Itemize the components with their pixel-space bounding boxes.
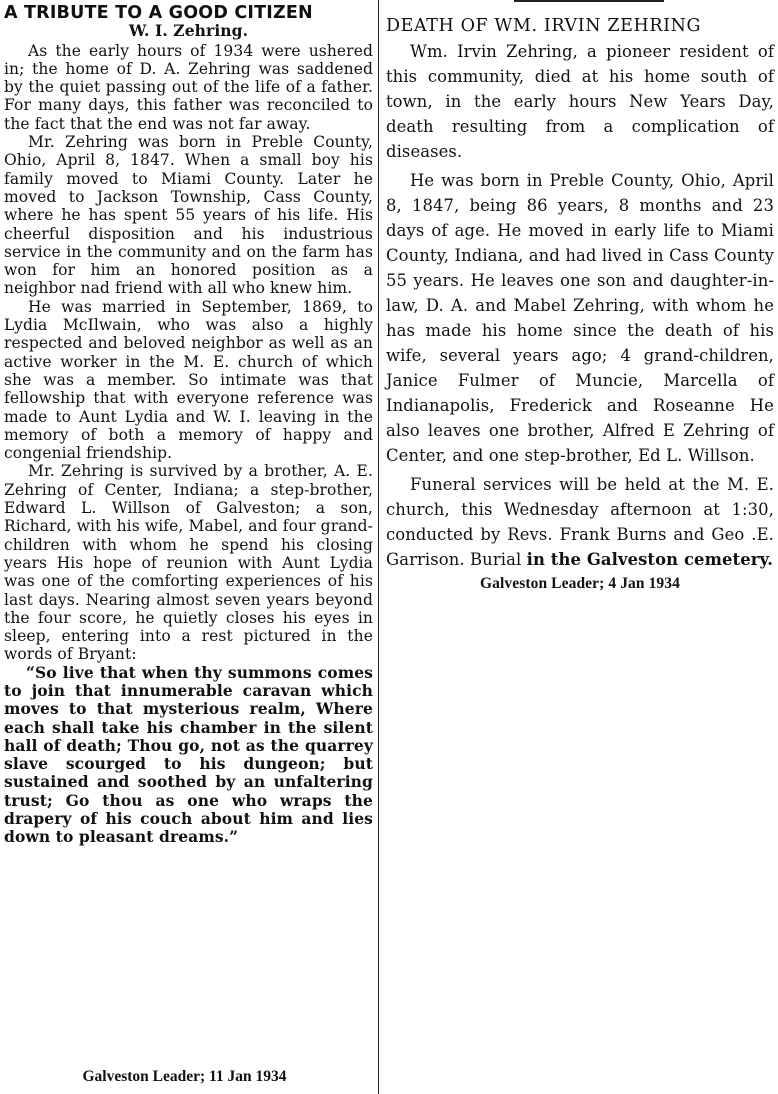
- burial-text: in the Galveston cemetery.: [526, 550, 774, 569]
- column-divider: [378, 0, 379, 1094]
- bryant-quote: “So live that when thy summons comes to join that innumerable caravan which moves to that mysterious realm, Where each shall take his chamber in the silent hall of death; Thou go, not as the quarrey slave scourged to his dungeon; but sustained and soothed by an unfaltering trust; Go thou as one who wraps the drapery of his couch about him and lies down to pleasant dreams.”: [4, 662, 373, 847]
- right-paragraph-2: He was born in Preble County, Ohio, April 8, 1847, being 86 years, 8 months and 23 days of age. He moved in early life to Miami County, Indiana, and had lived in Cass County 55 years. He leaves one son and daughter-in-law, D. A. and Mabel Zehring, with whom he has made his home since the death of his wife, several years ago; 4 grand-children, Janice Fulmer of Muncie, Marcella of Indianapolis, Frederick and Roseanne He also leaves one brother, Alfred E Zehring of Center, and one step-brother, Ed L. Willson.: [386, 171, 774, 465]
- left-paragraph-2: Mr. Zehring was born in Preble County, Ohio, April 8, 1847. When a small boy his family moved to Miami County. Later he moved to Jackson Township, Cass County, where he has spent 55 years of his life. His cheerful disposition and his industrious service in the community and on the farm has won for him an honored position as a neighbor nad friend with all who knew him.: [4, 133, 373, 298]
- left-paragraph-1: As the early hours of 1934 were ushered in; the home of D. A. Zehring was saddened by the quiet passing out of the life of a father. For many days, this father was reconciled to the fact that the end was not far away.: [4, 41, 373, 133]
- left-paragraph-4: Mr. Zehring is survived by a brother, A. E. Zehring of Center, Indiana; a step-brother, Edward L. Willson of Galveston; a son, Richard, with his wife, Mabel, and four grand-children with whom he spend his closing years His hope of reunion with Aunt Lydia was one of the comforting experiences of his last days. Nearing almost seven years beyond the four score, he quietly closes his eyes in sleep, entering into a rest pictured in the words of Bryant:: [4, 462, 373, 664]
- right-article: [386, 4, 774, 594]
- funeral-text: Funeral services will be held at the M. E. church, this Wednesday afternoon at 1:30, conducted by Revs. Frank Burns and Geo .E. Garrison. Burial: [386, 475, 774, 569]
- top-rule: [514, 0, 664, 2]
- right-paragraph-funeral: [386, 472, 774, 572]
- left-byline: W. I. Zehring.: [128, 21, 249, 41]
- left-paragraph-3: He was married in September, 1869, to Lydia McIlwain, who was also a highly respected and beloved neighbor as well as an active worker in the M. E. church of which she was a member. So intimate was that fellowship that with everyone reference was made to Aunt Lydia and W. I. leaving in the memory of both a memory of happy and congenial friendship.: [4, 297, 373, 463]
- left-headline: A TRIBUTE TO A GOOD CITIZEN: [4, 3, 313, 23]
- right-paragraph-1: Wm. Irvin Zehring, a pioneer resident of this community, died at his home south of town, in the early hours New Years Day, death resulting from a complication of diseases.: [386, 42, 774, 161]
- right-source-caption: Galveston Leader; 4 Jan 1934: [480, 575, 680, 592]
- right-headline: DEATH OF WM. IRVIN ZEHRING: [386, 16, 702, 36]
- left-source-caption: Galveston Leader; 11 Jan 1934: [82, 1068, 287, 1085]
- left-article: [4, 4, 373, 847]
